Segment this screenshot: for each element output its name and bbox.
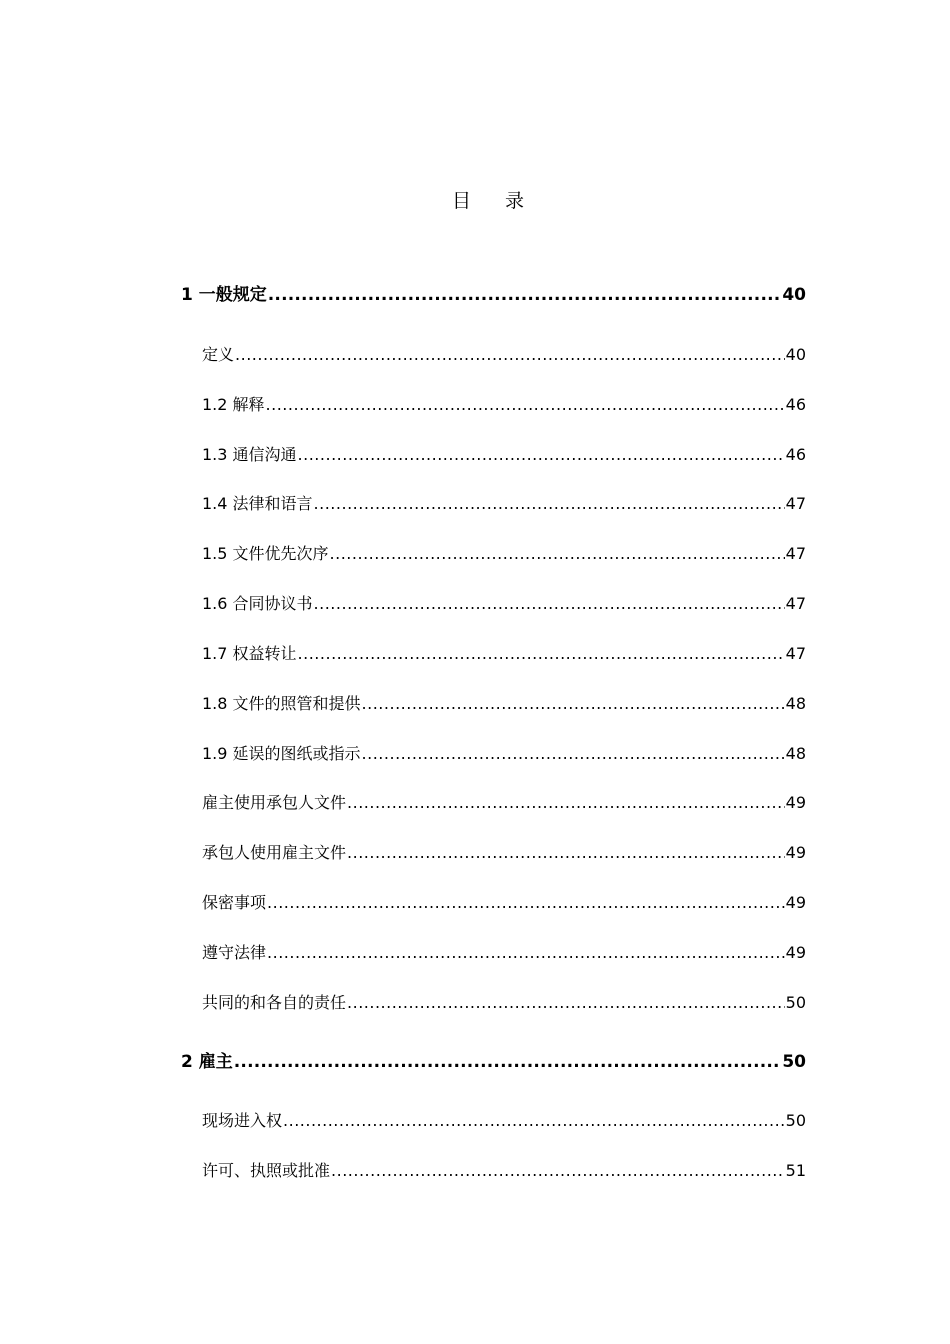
toc-entry-label: 1.6 合同协议书 bbox=[202, 594, 313, 613]
toc-entry[interactable] bbox=[202, 840, 806, 866]
dot-leader bbox=[298, 442, 785, 468]
toc-entry-label: 定义 bbox=[202, 345, 235, 364]
toc-entry[interactable] bbox=[202, 541, 806, 567]
toc-entry-label: 1.5 文件优先次序 bbox=[202, 544, 329, 563]
toc-entry-page: 50 bbox=[785, 993, 806, 1012]
toc-entry-page: 46 bbox=[785, 395, 806, 414]
toc-title: 目 录 bbox=[451, 190, 539, 212]
dot-leader bbox=[314, 491, 785, 517]
toc-entry[interactable] bbox=[202, 442, 806, 468]
toc-entry-label: 1 一般规定 bbox=[181, 285, 267, 305]
toc-entry-page: 47 bbox=[785, 544, 806, 563]
toc-entry-label: 保密事项 bbox=[202, 893, 267, 912]
toc-entry-label: 1.8 文件的照管和提供 bbox=[202, 694, 361, 713]
toc-entry-label: 现场进入权 bbox=[202, 1111, 283, 1130]
toc-entry[interactable] bbox=[202, 940, 806, 966]
toc-entry-label: 1.2 解释 bbox=[202, 395, 265, 414]
toc-entry[interactable] bbox=[202, 342, 806, 368]
toc-entry-page: 49 bbox=[785, 843, 806, 862]
toc-entry-page: 50 bbox=[785, 1111, 806, 1130]
dot-leader bbox=[347, 840, 785, 866]
toc-entry-label: 共同的和各自的责任 bbox=[202, 993, 347, 1012]
toc-entry-page: 50 bbox=[782, 1052, 806, 1072]
toc-entry-page: 40 bbox=[785, 345, 806, 364]
toc-entry-label: 雇主使用承包人文件 bbox=[202, 793, 347, 812]
dot-leader bbox=[268, 282, 782, 308]
toc-entry-page: 48 bbox=[785, 744, 806, 763]
toc-entry-page: 48 bbox=[785, 694, 806, 713]
dot-leader bbox=[330, 541, 785, 567]
toc-entry-page: 47 bbox=[785, 494, 806, 513]
toc-entry-page: 49 bbox=[785, 793, 806, 812]
dot-leader bbox=[267, 940, 785, 966]
toc-entry[interactable] bbox=[202, 1158, 806, 1184]
toc-entry[interactable] bbox=[202, 641, 806, 667]
dot-leader bbox=[235, 342, 785, 368]
toc-entry[interactable] bbox=[202, 741, 806, 767]
toc-entry[interactable] bbox=[202, 890, 806, 916]
dot-leader bbox=[234, 1049, 782, 1075]
toc-entry-page: 46 bbox=[785, 445, 806, 464]
dot-leader bbox=[298, 641, 785, 667]
toc-entry-label: 1.9 延误的图纸或指示 bbox=[202, 744, 361, 763]
toc-entry[interactable] bbox=[202, 392, 806, 418]
dot-leader bbox=[362, 741, 785, 767]
dot-leader bbox=[266, 392, 785, 418]
toc-entry[interactable] bbox=[202, 491, 806, 517]
toc-entry-label: 1.3 通信沟通 bbox=[202, 445, 297, 464]
toc-entry-page: 49 bbox=[785, 943, 806, 962]
toc-entry[interactable] bbox=[202, 790, 806, 816]
toc-entry-page: 49 bbox=[785, 893, 806, 912]
dot-leader bbox=[267, 890, 785, 916]
toc-entry[interactable] bbox=[202, 990, 806, 1016]
toc-entry-label: 1.4 法律和语言 bbox=[202, 494, 313, 513]
toc-entry-label: 2 雇主 bbox=[181, 1052, 233, 1072]
toc-entry-section-2[interactable] bbox=[181, 1049, 806, 1075]
toc-entry-label: 许可、执照或批准 bbox=[202, 1161, 331, 1180]
toc-entry-page: 47 bbox=[785, 594, 806, 613]
toc-entry-label: 承包人使用雇主文件 bbox=[202, 843, 347, 862]
dot-leader bbox=[283, 1108, 785, 1134]
toc-entry[interactable] bbox=[202, 691, 806, 717]
dot-leader bbox=[362, 691, 785, 717]
toc-entry-label: 1.7 权益转让 bbox=[202, 644, 297, 663]
toc-entry-page: 47 bbox=[785, 644, 806, 663]
toc-entry-page: 40 bbox=[782, 285, 806, 305]
dot-leader bbox=[347, 990, 785, 1016]
toc-entry-label: 遵守法律 bbox=[202, 943, 267, 962]
toc-entry-section-1[interactable] bbox=[181, 282, 806, 308]
toc-entry[interactable] bbox=[202, 591, 806, 617]
toc-entry[interactable] bbox=[202, 1108, 806, 1134]
dot-leader bbox=[331, 1158, 785, 1184]
dot-leader bbox=[347, 790, 785, 816]
dot-leader bbox=[314, 591, 785, 617]
toc-entry-page: 51 bbox=[785, 1161, 806, 1180]
